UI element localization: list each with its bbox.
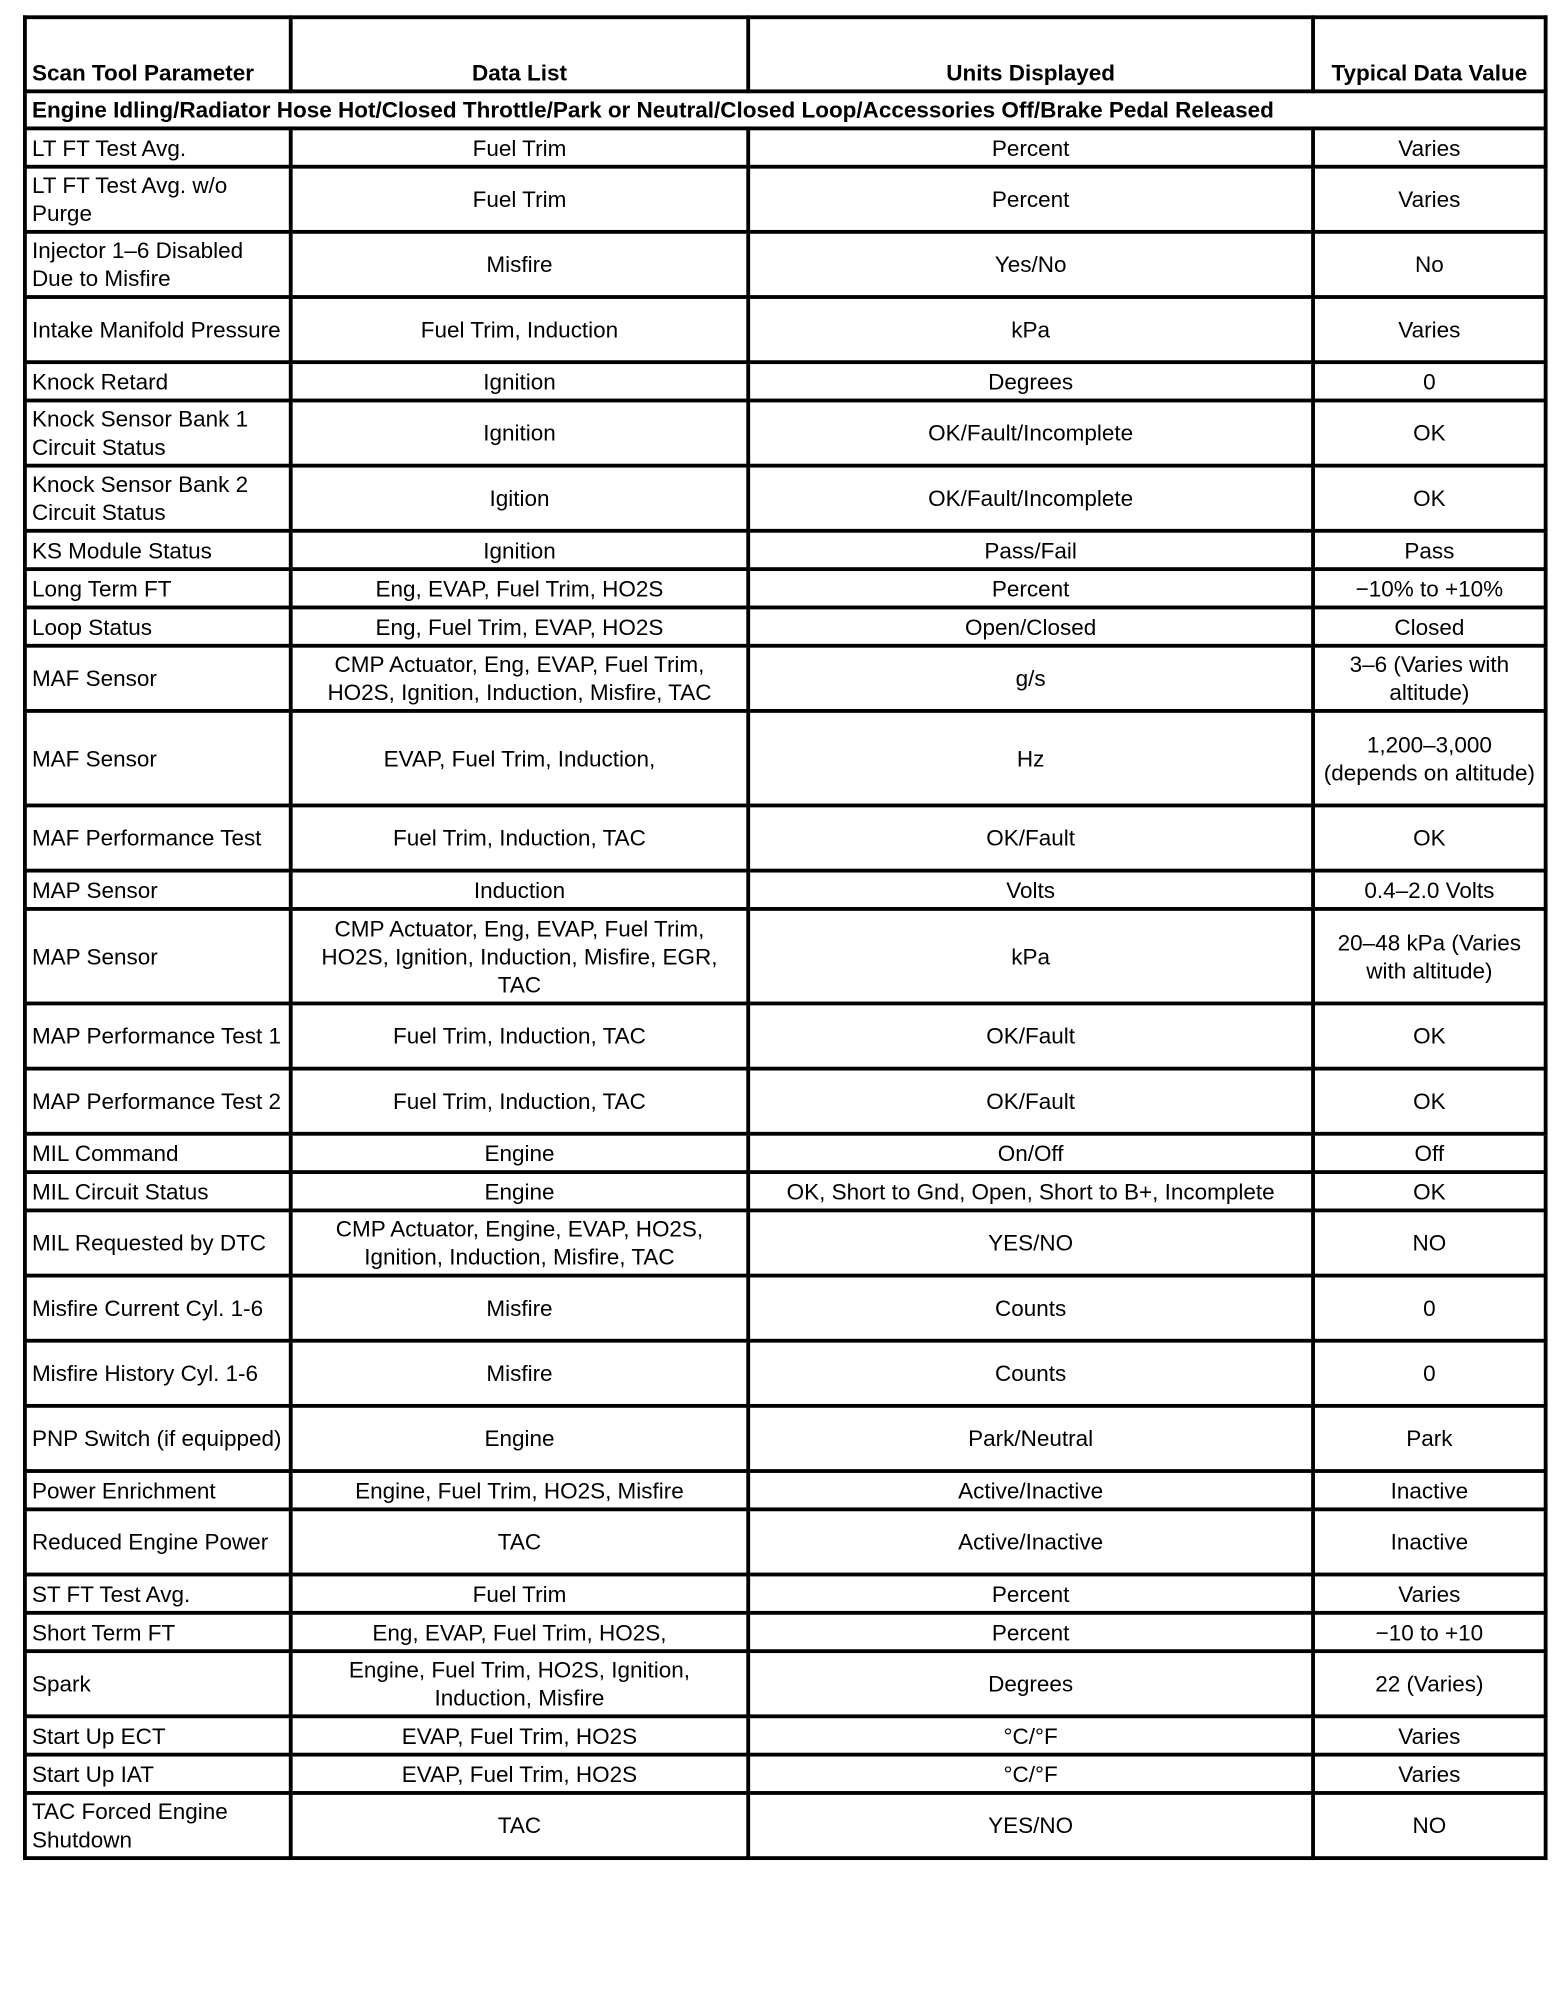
typical-value-cell: Varies [1313,1575,1546,1613]
table-row [25,607,1546,645]
units-cell: OK/Fault/Incomplete [748,400,1313,465]
table-row [25,466,1546,531]
typical-value-cell: Varies [1313,297,1546,362]
parameter-cell: MIL Requested by DTC [25,1210,291,1275]
typical-value-cell: NO [1313,1210,1546,1275]
parameter-cell: MAP Performance Test 1 [25,1003,291,1068]
units-cell: Percent [748,167,1313,232]
data-list-cell: Eng, EVAP, Fuel Trim, HO2S, [291,1613,748,1651]
table-row [25,1471,1546,1509]
units-cell: OK/Fault [748,805,1313,870]
parameter-cell: Spark [25,1651,291,1716]
typical-value-cell: Off [1313,1134,1546,1172]
units-cell: Hz [748,711,1313,806]
parameter-cell: MIL Command [25,1134,291,1172]
units-cell: Active/Inactive [748,1509,1313,1574]
units-cell: On/Off [748,1134,1313,1172]
header-units: Units Displayed [748,17,1313,91]
parameter-cell: PNP Switch (if equipped) [25,1406,291,1471]
parameter-cell: KS Module Status [25,531,291,569]
data-list-cell: Fuel Trim [291,128,748,166]
units-cell: YES/NO [748,1793,1313,1858]
table-row [25,1210,1546,1275]
units-cell: OK/Fault [748,1069,1313,1134]
units-cell: OK/Fault/Incomplete [748,466,1313,531]
parameter-cell: Reduced Engine Power [25,1509,291,1574]
parameter-cell: TAC Forced Engine Shutdown [25,1793,291,1858]
typical-value-cell: OK [1313,466,1546,531]
data-list-cell: Igition [291,466,748,531]
units-cell: kPa [748,909,1313,1004]
table-row [25,400,1546,465]
units-cell: Yes/No [748,232,1313,297]
parameter-cell: Knock Sensor Bank 2 Circuit Status [25,466,291,531]
header-data-list: Data List [291,17,748,91]
table-row [25,167,1546,232]
typical-value-cell: Inactive [1313,1509,1546,1574]
data-list-cell: Induction [291,871,748,909]
data-list-cell: EVAP, Fuel Trim, HO2S [291,1716,748,1754]
typical-value-cell: Park [1313,1406,1546,1471]
data-list-cell: TAC [291,1793,748,1858]
data-list-cell: Ignition [291,362,748,400]
table-row [25,1134,1546,1172]
data-list-cell: Eng, EVAP, Fuel Trim, HO2S [291,569,748,607]
table-row [25,232,1546,297]
table-row [25,1341,1546,1406]
units-cell: OK, Short to Gnd, Open, Short to B+, Incomplete [748,1172,1313,1210]
data-list-cell: Fuel Trim, Induction, TAC [291,1069,748,1134]
parameter-cell: MAP Performance Test 2 [25,1069,291,1134]
units-cell: Percent [748,1575,1313,1613]
typical-value-cell: 3–6 (Varies with altitude) [1313,646,1546,711]
table-row [25,1003,1546,1068]
parameter-cell: Short Term FT [25,1613,291,1651]
units-cell: Pass/Fail [748,531,1313,569]
typical-value-cell: Closed [1313,607,1546,645]
table-row [25,1276,1546,1341]
parameter-cell: Intake Manifold Pressure [25,297,291,362]
condition-row [25,91,1546,128]
typical-value-cell: Varies [1313,167,1546,232]
parameter-cell: Misfire Current Cyl. 1-6 [25,1276,291,1341]
parameter-cell: MAP Sensor [25,871,291,909]
parameter-cell: Knock Retard [25,362,291,400]
table-row [25,1509,1546,1574]
typical-value-cell: Inactive [1313,1471,1546,1509]
data-list-cell: Engine, Fuel Trim, HO2S, Ignition, Induction, Misfire [291,1651,748,1716]
data-list-cell: Engine, Fuel Trim, HO2S, Misfire [291,1471,748,1509]
parameter-cell: Start Up ECT [25,1716,291,1754]
units-cell: g/s [748,646,1313,711]
data-list-cell: EVAP, Fuel Trim, HO2S [291,1755,748,1793]
data-list-cell: CMP Actuator, Engine, EVAP, HO2S, Ignition, Induction, Misfire, TAC [291,1210,748,1275]
typical-value-cell: OK [1313,1069,1546,1134]
parameter-cell: MAF Performance Test [25,805,291,870]
scan-tool-data-table [23,15,1548,1860]
typical-value-cell: NO [1313,1793,1546,1858]
table-row [25,1793,1546,1858]
table-row [25,1613,1546,1651]
units-cell: Counts [748,1276,1313,1341]
typical-value-cell: −10% to +10% [1313,569,1546,607]
units-cell: Volts [748,871,1313,909]
typical-value-cell: −10 to +10 [1313,1613,1546,1651]
units-cell: Percent [748,569,1313,607]
typical-value-cell: Pass [1313,531,1546,569]
data-list-cell: Ignition [291,531,748,569]
table-row [25,1651,1546,1716]
units-cell: Open/Closed [748,607,1313,645]
data-list-cell: Fuel Trim [291,167,748,232]
units-cell: °C/°F [748,1716,1313,1754]
table-row [25,1755,1546,1793]
data-list-cell: Engine [291,1134,748,1172]
data-list-cell: Fuel Trim, Induction, TAC [291,1003,748,1068]
parameter-cell: MAF Sensor [25,646,291,711]
units-cell: Counts [748,1341,1313,1406]
parameter-cell: Injector 1–6 Disabled Due to Misfire [25,232,291,297]
parameter-cell: Knock Sensor Bank 1 Circuit Status [25,400,291,465]
table-row [25,531,1546,569]
units-cell: YES/NO [748,1210,1313,1275]
data-list-cell: Fuel Trim [291,1575,748,1613]
units-cell: Active/Inactive [748,1471,1313,1509]
units-cell: Degrees [748,362,1313,400]
table-row [25,871,1546,909]
parameter-cell: Long Term FT [25,569,291,607]
table-row [25,711,1546,806]
units-cell: Degrees [748,1651,1313,1716]
typical-value-cell: 1,200–3,000 (depends on altitude) [1313,711,1546,806]
header-row [25,17,1546,91]
data-list-cell: EVAP, Fuel Trim, Induction, [291,711,748,806]
data-list-cell: Fuel Trim, Induction [291,297,748,362]
typical-value-cell: Varies [1313,1755,1546,1793]
units-cell: OK/Fault [748,1003,1313,1068]
typical-value-cell: 0.4–2.0 Volts [1313,871,1546,909]
typical-value-cell: Varies [1313,1716,1546,1754]
data-list-cell: Misfire [291,1341,748,1406]
parameter-cell: LT FT Test Avg. w/o Purge [25,167,291,232]
parameter-cell: Power Enrichment [25,1471,291,1509]
parameter-cell: MAP Sensor [25,909,291,1004]
table-row [25,1069,1546,1134]
typical-value-cell: OK [1313,400,1546,465]
parameter-cell: MAF Sensor [25,711,291,806]
data-list-cell: TAC [291,1509,748,1574]
typical-value-cell: No [1313,232,1546,297]
data-list-cell: Engine [291,1172,748,1210]
parameter-cell: Loop Status [25,607,291,645]
units-cell: Percent [748,1613,1313,1651]
parameter-cell: Start Up IAT [25,1755,291,1793]
typical-value-cell: OK [1313,805,1546,870]
units-cell: kPa [748,297,1313,362]
typical-value-cell: OK [1313,1172,1546,1210]
header-typical-value: Typical Data Value [1313,17,1546,91]
table-row [25,297,1546,362]
parameter-cell: Misfire History Cyl. 1-6 [25,1341,291,1406]
data-list-cell: Misfire [291,1276,748,1341]
typical-value-cell: 0 [1313,1341,1546,1406]
units-cell: Percent [748,128,1313,166]
parameter-cell: LT FT Test Avg. [25,128,291,166]
table-row [25,1172,1546,1210]
header-parameter: Scan Tool Parameter [25,17,291,91]
parameter-cell: ST FT Test Avg. [25,1575,291,1613]
table-row [25,1575,1546,1613]
table-row [25,805,1546,870]
condition-banner: Engine Idling/Radiator Hose Hot/Closed Throttle/Park or Neutral/Closed Loop/Accessories Off/Brake Pedal Released [25,91,1546,128]
data-list-cell: Misfire [291,232,748,297]
typical-value-cell: 0 [1313,362,1546,400]
data-list-cell: Ignition [291,400,748,465]
units-cell: Park/Neutral [748,1406,1313,1471]
table-row [25,909,1546,1004]
data-list-cell: CMP Actuator, Eng, EVAP, Fuel Trim, HO2S, Ignition, Induction, Misfire, EGR, TAC [291,909,748,1004]
table-row [25,1406,1546,1471]
units-cell: °C/°F [748,1755,1313,1793]
data-list-cell: Engine [291,1406,748,1471]
table-row [25,362,1546,400]
table-row [25,128,1546,166]
data-list-cell: Fuel Trim, Induction, TAC [291,805,748,870]
table-row [25,646,1546,711]
typical-value-cell: OK [1313,1003,1546,1068]
typical-value-cell: 20–48 kPa (Varies with altitude) [1313,909,1546,1004]
table-row [25,1716,1546,1754]
typical-value-cell: 0 [1313,1276,1546,1341]
data-list-cell: CMP Actuator, Eng, EVAP, Fuel Trim, HO2S, Ignition, Induction, Misfire, TAC [291,646,748,711]
typical-value-cell: 22 (Varies) [1313,1651,1546,1716]
parameter-cell: MIL Circuit Status [25,1172,291,1210]
data-list-cell: Eng, Fuel Trim, EVAP, HO2S [291,607,748,645]
table-row [25,569,1546,607]
typical-value-cell: Varies [1313,128,1546,166]
